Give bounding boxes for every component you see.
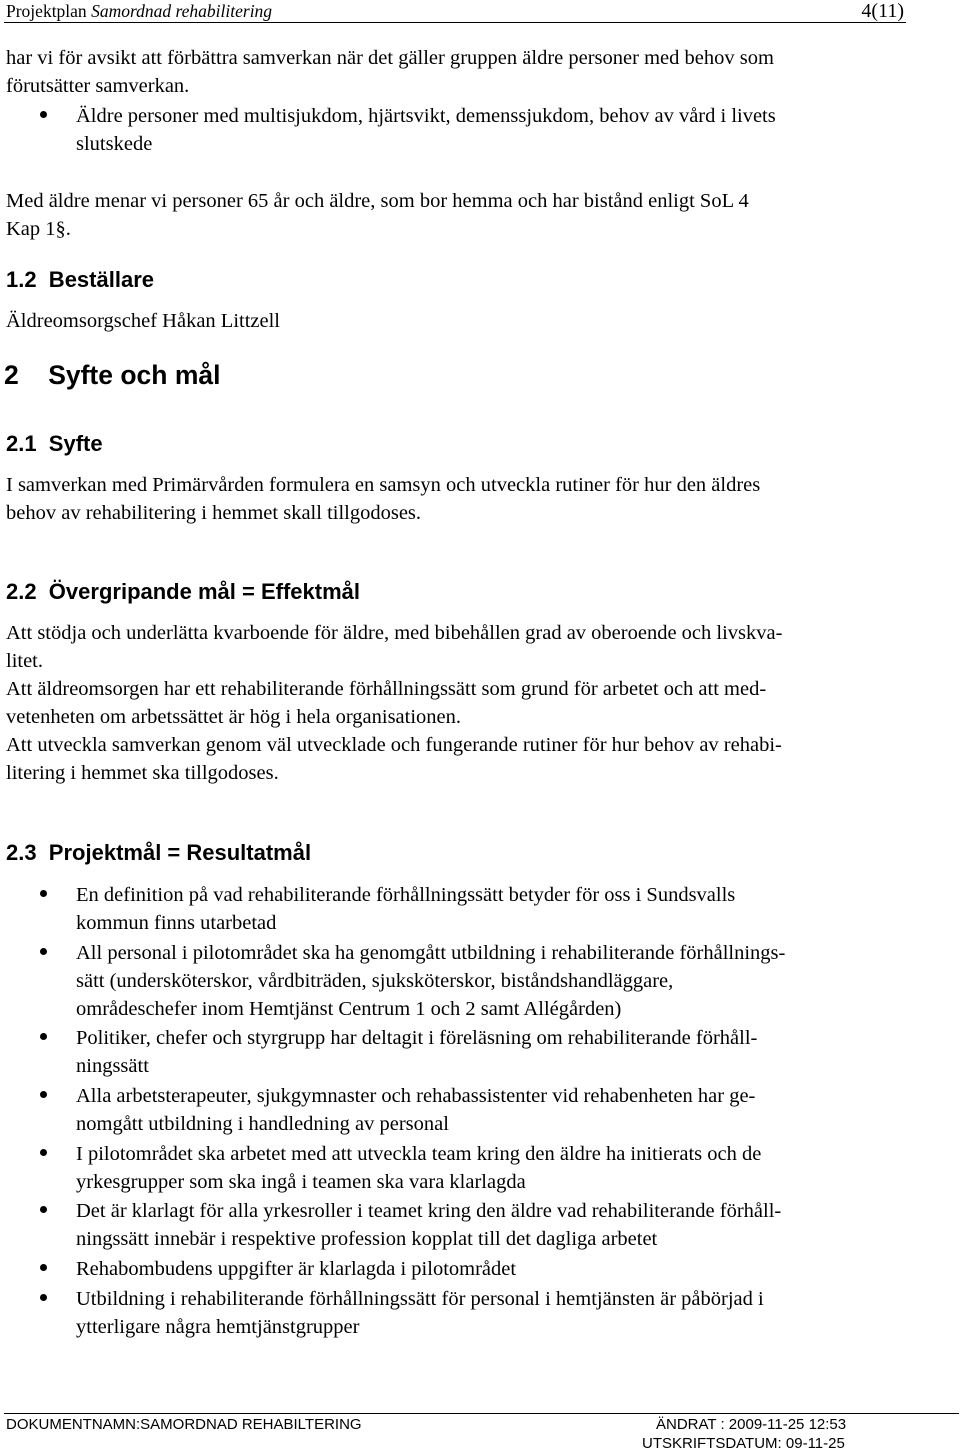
bullet-icon [40, 1264, 47, 1271]
section-2-2-line: Att stödja och underlätta kvarboende för äldre, med bibehållen grad av oberoende och livskva- [6, 622, 783, 644]
section-heading-2-3: 2.3 Projektmål = Resultatmål [6, 840, 312, 865]
goal-bullet-line: ningssätt innebär i respektive profession kopplat till det dagliga arbetet [76, 1228, 658, 1250]
footer-print-date: UTSKRIFTSDATUM: 09-11-25 [642, 1435, 845, 1452]
goal-bullet-line: En definition på vad rehabiliterande förhållningssätt betyder för oss i Sundsvalls [76, 884, 736, 906]
bullet-icon [40, 1294, 47, 1301]
intro-bullet-line-2: slutskede [76, 133, 153, 155]
bullet-icon [40, 1033, 47, 1040]
section-2-2-line: Att äldreomsorgen har ett rehabiliterande förhållningssätt som grund för arbetet och att med- [6, 678, 767, 700]
goal-bullet-line: Det är klarlagt för alla yrkesroller i teamet kring den äldre vad rehabiliterande förhåll- [76, 1200, 782, 1222]
goal-bullet-line: Utbildning i rehabiliterande förhållningssätt för personal i hemtjänsten är påbörjad i [76, 1288, 764, 1310]
goal-bullet-line: ningssätt [76, 1055, 149, 1077]
bullet-icon [40, 890, 47, 897]
section-2-2-line: Att utveckla samverkan genom väl utvecklade och fungerande rutiner för hur behov av rehabi- [6, 734, 782, 756]
section-2-2-line: litet. [6, 650, 44, 672]
section-2-2-line: vetenheten om arbetssättet är hög i hela organisationen. [6, 706, 462, 728]
intro-line-1: har vi för avsikt att förbättra samverkan när det gäller gruppen äldre personer med behov som [6, 47, 774, 69]
footer-document-name: DOKUMENTNAMN:SAMORDNAD REHABILTERING [6, 1416, 362, 1433]
definition-line-1: Med äldre menar vi personer 65 år och äldre, som bor hemma och har bistånd enligt SoL 4 [6, 190, 749, 212]
section-heading-2-1: 2.1 Syfte [6, 431, 103, 456]
bullet-icon [40, 1091, 47, 1098]
footer-divider [4, 1413, 959, 1414]
section-heading-2-2: 2.2 Övergripande mål = Effektmål [6, 579, 360, 604]
definition-line-2: Kap 1§. [6, 218, 71, 240]
goal-bullet-line: Politiker, chefer och styrgrupp har deltagit i föreläsning om rehabiliterande förhåll- [76, 1027, 758, 1049]
section-1-2-text: Äldreomsorgschef Håkan Littzell [6, 310, 281, 332]
section-2-2-line: litering i hemmet ska tillgodoses. [6, 762, 279, 784]
bullet-icon [40, 111, 47, 118]
bullet-icon [40, 1149, 47, 1156]
goal-bullet-line: ytterligare några hemtjänstgrupper [76, 1316, 360, 1338]
section-2-1-line-2: behov av rehabilitering i hemmet skall tillgodoses. [6, 502, 422, 524]
header-divider [4, 22, 906, 23]
goal-bullet-line: yrkesgrupper som ska ingå i teamen ska vara klarlagda [76, 1171, 526, 1193]
goal-bullet-line: All personal i pilotområdet ska ha genomgått utbildning i rehabiliterande förhållnings- [76, 942, 786, 964]
goal-bullet-line: Rehabombudens uppgifter är klarlagda i pilotområdet [76, 1258, 517, 1280]
goal-bullet-line: Alla arbetsterapeuter, sjukgymnaster och rehabassistenter vid rehabenheten har ge- [76, 1085, 756, 1107]
intro-bullet-line-1: Äldre personer med multisjukdom, hjärtsvikt, demenssjukdom, behov av vård i livets [76, 105, 776, 127]
page-number: 4(11) [861, 0, 904, 22]
section-heading-2: 2 Syfte och mål [4, 360, 221, 390]
intro-line-2: förutsätter samverkan. [6, 75, 190, 97]
header-title-italic: Samordnad rehabilitering [91, 1, 273, 21]
page-header-title [6, 0, 272, 22]
goal-bullet-line: områdeschefer inom Hemtjänst Centrum 1 och 2 samt Allégården) [76, 998, 622, 1020]
goal-bullet-line: sätt (undersköterskor, vårdbiträden, sjuksköterskor, biståndshandläggare, [76, 970, 674, 992]
bullet-icon [40, 1206, 47, 1213]
goal-bullet-line: kommun finns utarbetad [76, 912, 277, 934]
header-title-plain: Projektplan [6, 1, 92, 21]
goal-bullet-line: nomgått utbildning i handledning av personal [76, 1113, 449, 1135]
section-2-1-line-1: I samverkan med Primärvården formulera en samsyn och utveckla rutiner för hur den äldres [6, 474, 761, 496]
goal-bullet-line: I pilotområdet ska arbetet med att utveckla team kring den äldre ha initierats och de [76, 1143, 762, 1165]
footer-changed-date: ÄNDRAT : 2009-11-25 12:53 [656, 1416, 847, 1433]
section-heading-1-2: 1.2 Beställare [6, 267, 154, 292]
bullet-icon [40, 948, 47, 955]
